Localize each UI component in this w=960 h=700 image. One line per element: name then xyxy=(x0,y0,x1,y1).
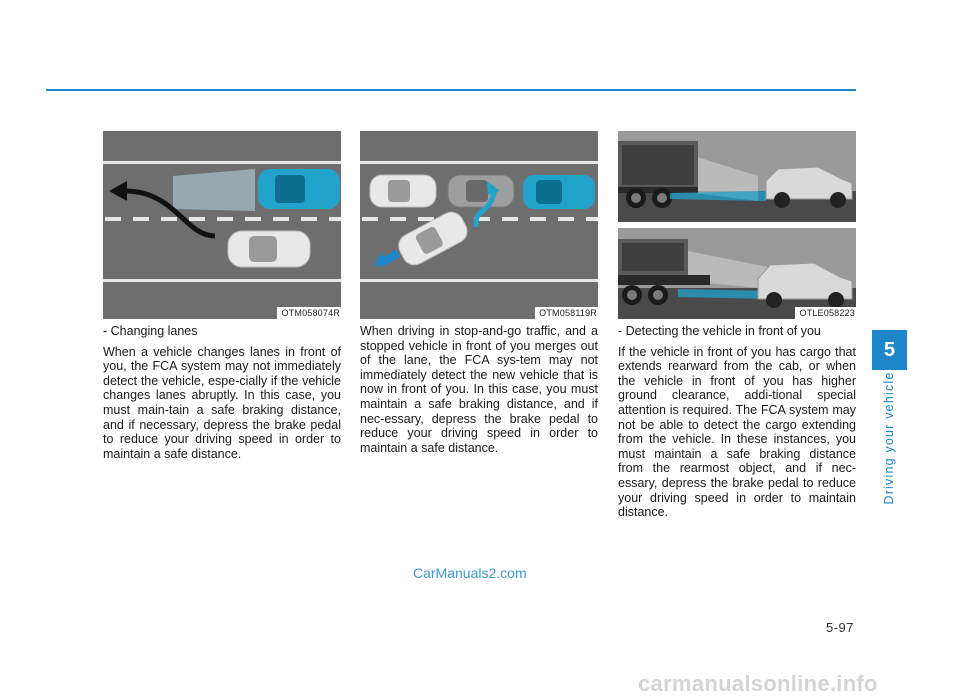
chapter-title: Driving your vehicle xyxy=(882,371,896,505)
column-text xyxy=(103,324,341,461)
stop-and-go-illustration xyxy=(360,131,598,319)
figure-stop-and-go xyxy=(360,131,598,319)
figure-detecting-vehicle xyxy=(618,131,856,319)
paragraph: If the vehicle in front of you has cargo that extends rearward from the cab, or when the vehicle in front of you has higher ground clearance, addi-tional special attention is required. The FCA system may not be able to detect the cargo extending from the vehicle. In these instances, you must maintain a safe braking distance from the rearmost object, and if nec-essary, depress the brake pedal to reduce your driving speed in order to maintain distance. xyxy=(618,344,856,520)
paragraph: When a vehicle changes lanes in front of you, the FCA system may not immediately detect the vehicle, espe-cially if the vehicle changes lanes abruptly. In this case, you must main-tain a safe braking distance, and if necessary, depress the brake pedal to reduce your driving speed in order to maintain a safe distance. xyxy=(103,344,341,461)
section-heading: - Changing lanes xyxy=(103,324,198,338)
watermark-link[interactable]: CarManuals2.com xyxy=(413,565,527,581)
section-heading: - Detecting the vehicle in front of you xyxy=(618,324,821,338)
top-rule xyxy=(46,89,856,91)
chapter-number-tab: 5 xyxy=(872,330,907,370)
figure-changing-lanes xyxy=(103,131,341,319)
figure-code: OTM058119R xyxy=(535,307,598,319)
paragraph: When driving in stop-and-go traffic, and a stopped vehicle in front of you merges out of the lane, the FCA sys-tem may not immediately detect the new vehicle that is now in front of you. In this case, you must maintain a safe braking distance, and if nec-essary, depress the brake pedal to reduce your driving speed in order to maintain a safe distance. xyxy=(360,324,598,455)
figure-code: OTM058074R xyxy=(277,307,341,319)
column-text xyxy=(360,324,598,455)
column-changing-lanes xyxy=(103,131,341,467)
page-number: 5-97 xyxy=(826,620,855,635)
watermark-footer: carmanualsonline.info xyxy=(638,671,878,696)
column-stop-and-go xyxy=(360,131,598,461)
changing-lanes-illustration xyxy=(103,131,341,319)
figure-code: OTLE058223 xyxy=(795,307,856,319)
column-detecting-vehicle xyxy=(618,131,856,526)
column-text xyxy=(618,324,856,520)
detecting-vehicle-illustration xyxy=(618,131,856,319)
